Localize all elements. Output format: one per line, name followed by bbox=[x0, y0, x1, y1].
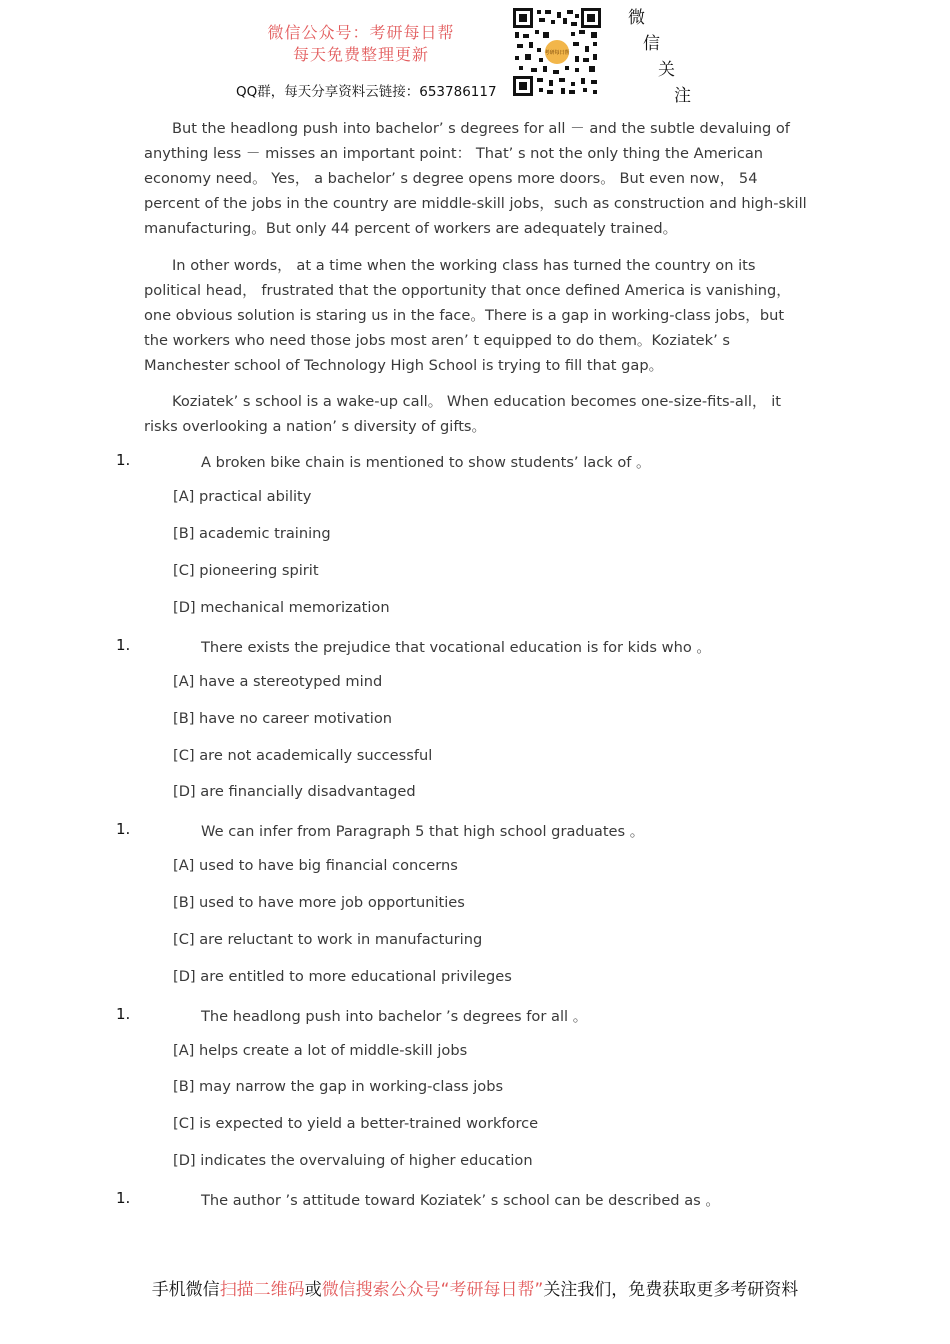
question bbox=[0, 636, 950, 661]
header-subtitle: 每天免费整理更新 bbox=[292, 45, 429, 64]
vertical-char-1: 微 bbox=[628, 8, 645, 28]
vertical-char-4: 注 bbox=[674, 86, 691, 106]
question-stem: We can infer from Paragraph 5 that high school graduates 。 bbox=[201, 823, 645, 840]
answer-option[interactable]: [A] used to have big financial concerns bbox=[173, 857, 458, 874]
question-number: 1. bbox=[116, 820, 131, 838]
footer-highlight: 扫描二维码 bbox=[219, 1280, 305, 1300]
footer-text: 或 bbox=[304, 1280, 322, 1300]
passage-paragraph: In other words， at a time when the working class has turned the country on its political head， frustrated that the opportunity that once defined America is vanishing， one obvious solution is staring us in the face。There is a gap in working-class jobs，but the workers who need those jobs most aren’ t equipped to do them。Koziatek’ s Manchester school of Technology High School is trying to fill that gap。 bbox=[144, 257, 791, 374]
answer-option[interactable]: [D] indicates the overvaluing of higher education bbox=[173, 1152, 533, 1169]
answer-option[interactable]: [A] helps create a lot of middle-skill jobs bbox=[173, 1042, 468, 1059]
answer-option[interactable]: [A] practical ability bbox=[173, 488, 312, 505]
question-stem: The author ’s attitude toward Koziatek’ s school can be described as 。 bbox=[201, 1192, 720, 1209]
question bbox=[0, 1005, 950, 1030]
answer-option[interactable]: [D] are entitled to more educational privileges bbox=[173, 968, 512, 985]
question bbox=[0, 1189, 950, 1214]
answer-option[interactable]: [B] used to have more job opportunities bbox=[173, 894, 465, 911]
footer-banner bbox=[0, 1275, 950, 1300]
qq-group-info: QQ群，每天分享资料云链接：653786117 bbox=[236, 84, 497, 100]
vertical-char-2: 信 bbox=[643, 34, 660, 54]
answer-option[interactable]: [B] have no career motivation bbox=[173, 710, 392, 727]
question-stem: A broken bike chain is mentioned to show students’ lack of 。 bbox=[201, 454, 651, 471]
answer-option[interactable]: [B] may narrow the gap in working-class jobs bbox=[173, 1078, 504, 1095]
answer-option[interactable]: [B] academic training bbox=[173, 525, 331, 542]
answer-option[interactable]: [C] pioneering spirit bbox=[173, 562, 319, 579]
question-number: 1. bbox=[116, 1005, 131, 1023]
question bbox=[0, 820, 950, 845]
qr-code[interactable] bbox=[513, 8, 601, 96]
question bbox=[0, 451, 950, 476]
answer-option[interactable]: [C] is expected to yield a better-trained workforce bbox=[173, 1115, 539, 1132]
answer-option[interactable]: [D] are financially disadvantaged bbox=[173, 783, 416, 800]
header-title: 微信公众号：考研每日帮 bbox=[267, 23, 455, 42]
question-stem: There exists the prejudice that vocational education is for kids who 。 bbox=[201, 639, 712, 656]
vertical-char-3: 关 bbox=[658, 60, 675, 80]
qr-code-icon bbox=[513, 8, 601, 96]
footer-highlight: 微信搜索公众号“考研每日帮” bbox=[321, 1280, 544, 1300]
answer-option[interactable]: [C] are not academically successful bbox=[173, 747, 433, 764]
answer-option[interactable]: [D] mechanical memorization bbox=[173, 599, 390, 616]
footer-text: 关注我们，免费获取更多考研资料 bbox=[543, 1280, 799, 1300]
qr-logo-text: 考研每日帮 bbox=[544, 50, 570, 56]
question-number: 1. bbox=[116, 451, 131, 469]
answer-option[interactable]: [C] are reluctant to work in manufacturing bbox=[173, 931, 483, 948]
passage-paragraph: Koziatek’ s school is a wake-up call。 When education becomes one-size-fits-all， it risks overlooking a nation’ s diversity of gifts。 bbox=[144, 393, 781, 435]
question-number: 1. bbox=[116, 1189, 131, 1207]
question-number: 1. bbox=[116, 636, 131, 654]
footer-text: 手机微信 bbox=[151, 1280, 220, 1300]
answer-option[interactable]: [A] have a stereotyped mind bbox=[173, 673, 383, 690]
passage-paragraph: But the headlong push into bachelor’ s degrees for all － and the subtle devaluing of anything less － misses an important point： That’ s not the only thing the American economy need。 Yes， a bachelor’ s degree opens more doors。 But even now， 54 percent of the jobs in the country are middle-skill jobs，such as construction and high-skill manufacturing。But only 44 percent of workers are adequately trained。 bbox=[144, 120, 807, 237]
question-stem: The headlong push into bachelor ’s degrees for all 。 bbox=[201, 1008, 588, 1025]
